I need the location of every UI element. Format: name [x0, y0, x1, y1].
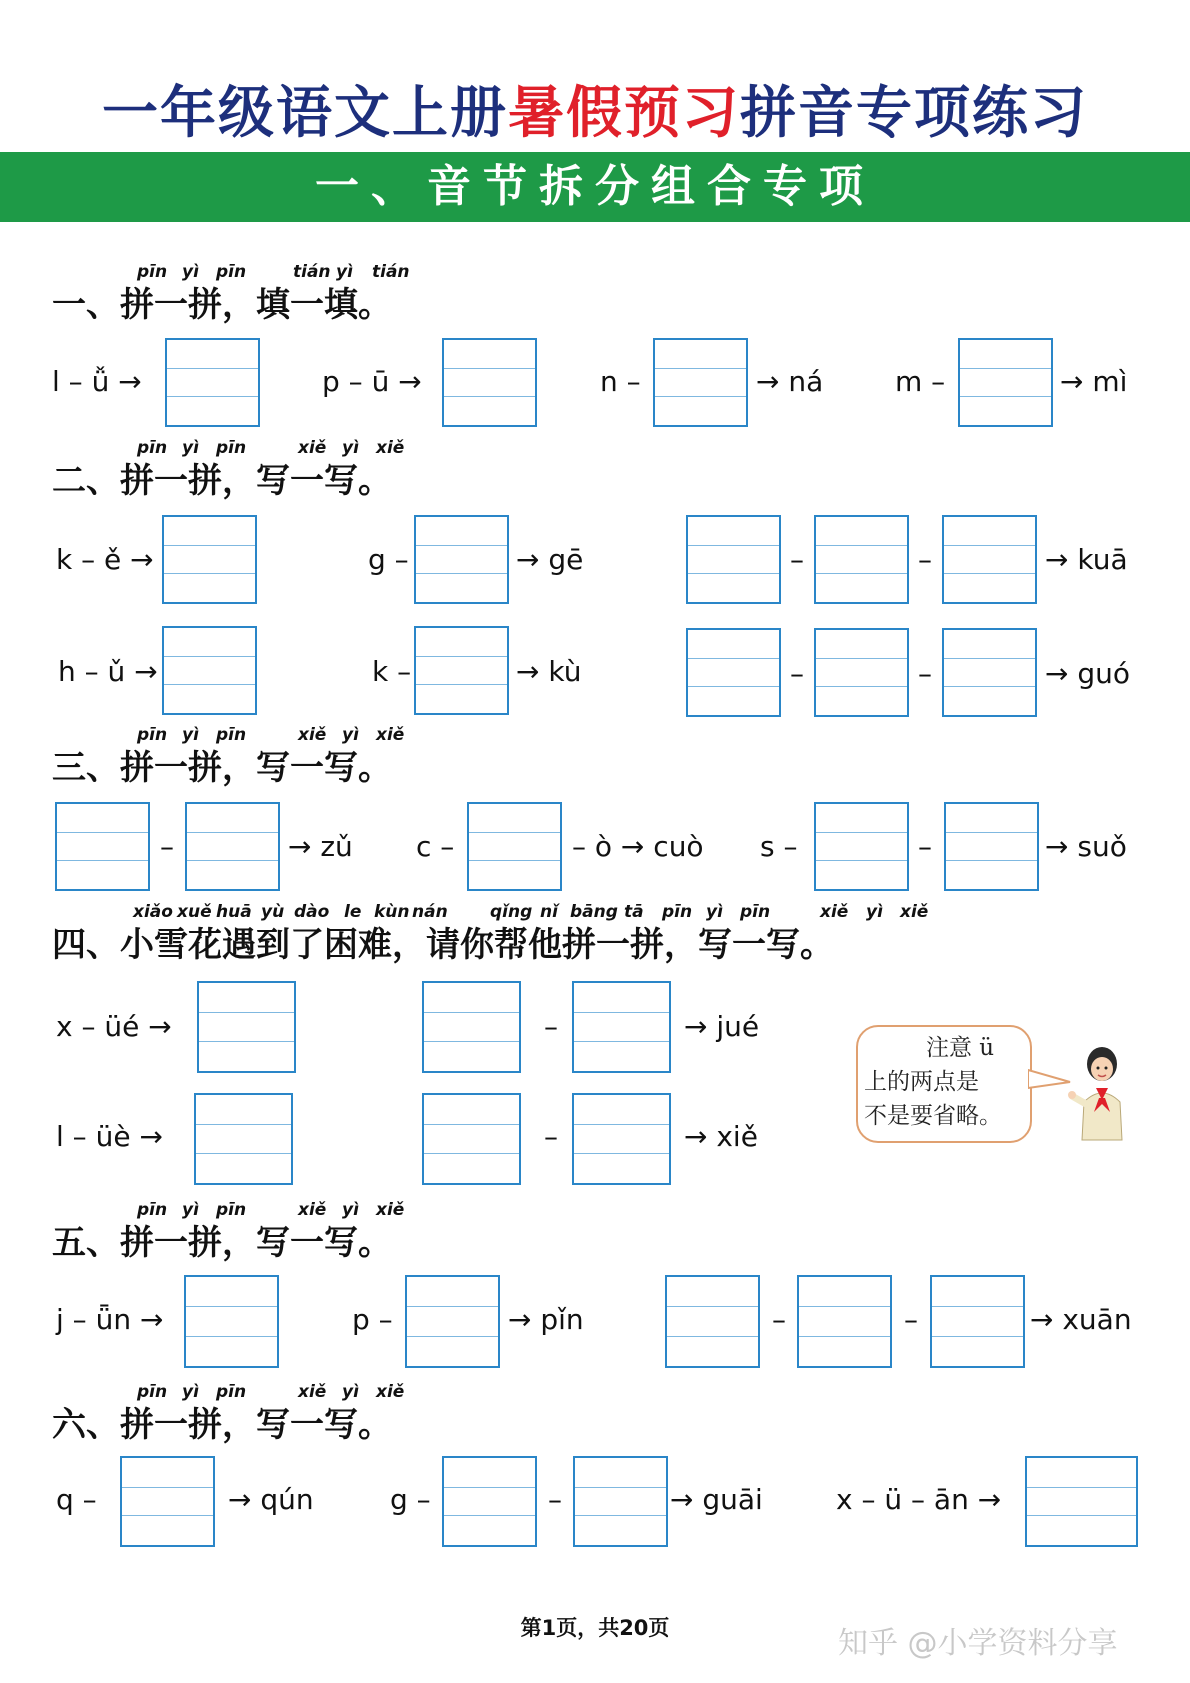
pinyin-annotation: xiě	[298, 725, 327, 745]
answer-box[interactable]	[573, 1456, 668, 1547]
pinyin-annotation: xiě	[298, 438, 327, 458]
exercise-label: q –	[56, 1483, 97, 1516]
exercise-label: n –	[600, 365, 641, 398]
exercise-label: → jué	[684, 1010, 760, 1043]
watermark: 知乎 @小学资料分享	[838, 1626, 1118, 1661]
pinyin-annotation: tián	[293, 262, 331, 282]
answer-box[interactable]	[572, 981, 671, 1073]
pinyin-annotation: qǐng	[490, 902, 533, 922]
pinyin-annotation: tā	[624, 902, 644, 922]
pinyin-annotation: yì	[342, 438, 359, 458]
exercise-label: –	[904, 1303, 918, 1336]
pinyin-annotation: tián	[372, 262, 410, 282]
exercise-label: g –	[368, 543, 409, 576]
pinyin-annotation: xuě	[177, 902, 212, 922]
pinyin-annotation: yì	[342, 1200, 359, 1220]
pinyin-annotation: xiě	[298, 1382, 327, 1402]
pinyin-annotation: yì	[182, 725, 199, 745]
exercise-label: → guó	[1045, 657, 1131, 690]
pinyin-annotation: pīn	[216, 725, 247, 745]
title-part-1: 一年级语文上册	[102, 80, 508, 146]
exercise-label: h – ǔ →	[58, 655, 158, 688]
exercise-label: → qún	[228, 1483, 314, 1516]
bubble-line-3: 不是要省略。	[864, 1103, 1002, 1129]
pinyin-annotation: xiě	[820, 902, 849, 922]
pinyin-annotation: pīn	[662, 902, 693, 922]
title-part-3: 拼音专项练习	[740, 80, 1088, 146]
pinyin-annotation: bāng	[570, 902, 618, 922]
answer-box[interactable]	[814, 515, 909, 604]
pinyin-annotation: yì	[342, 725, 359, 745]
exercise-label: → pǐn	[508, 1303, 584, 1336]
exercise-label: → suǒ	[1045, 830, 1127, 863]
section-heading-5: 五、拼一拼，写一写。	[52, 1223, 392, 1263]
answer-box[interactable]	[162, 515, 257, 604]
page-number: 第1页，共20页	[520, 1616, 670, 1640]
pinyin-annotation: yì	[706, 902, 723, 922]
answer-box[interactable]	[942, 515, 1037, 604]
exercise-label: –	[544, 1010, 558, 1043]
bubble-line-1: 注意 ü	[926, 1035, 995, 1061]
pinyin-annotation: pīn	[740, 902, 771, 922]
pinyin-annotation: yì	[182, 1382, 199, 1402]
pinyin-annotation: pīn	[137, 1200, 168, 1220]
exercise-label: g –	[390, 1483, 431, 1516]
answer-box[interactable]	[686, 628, 781, 717]
exercise-label: –	[918, 543, 932, 576]
pinyin-annotation: pīn	[137, 1382, 168, 1402]
exercise-label: –	[548, 1483, 562, 1516]
pinyin-annotation: pīn	[216, 438, 247, 458]
bubble-line-2: 上的两点是	[864, 1069, 979, 1095]
answer-box[interactable]	[184, 1275, 279, 1368]
pinyin-annotation: nán	[412, 902, 448, 922]
exercise-label: –	[918, 657, 932, 690]
pinyin-annotation: huā	[216, 902, 252, 922]
answer-box[interactable]	[814, 802, 909, 891]
title-part-2: 暑假预习	[508, 80, 740, 146]
pinyin-annotation: pīn	[137, 438, 168, 458]
exercise-label: → ná	[756, 365, 824, 398]
pinyin-annotation: le	[344, 902, 362, 922]
exercise-label: k –	[372, 655, 412, 688]
answer-box[interactable]	[958, 338, 1053, 427]
exercise-label: c –	[416, 830, 455, 863]
pinyin-annotation: pīn	[137, 262, 168, 282]
pinyin-annotation: xiě	[376, 438, 405, 458]
answer-box[interactable]	[55, 802, 150, 891]
answer-box[interactable]	[665, 1275, 760, 1368]
exercise-label: –	[772, 1303, 786, 1336]
pinyin-annotation: yì	[182, 438, 199, 458]
exercise-label: –	[160, 830, 174, 863]
pinyin-annotation: yì	[866, 902, 883, 922]
exercise-label: –	[790, 543, 804, 576]
answer-box[interactable]	[797, 1275, 892, 1368]
pinyin-annotation: yì	[342, 1382, 359, 1402]
section-heading-6: 六、拼一拼，写一写。	[52, 1405, 392, 1445]
exercise-label: l – üè →	[56, 1120, 163, 1153]
answer-box[interactable]	[165, 338, 260, 427]
exercise-label: → xiě	[684, 1120, 758, 1153]
answer-box[interactable]	[814, 628, 909, 717]
exercise-label: –	[790, 657, 804, 690]
pinyin-annotation: xiě	[298, 1200, 327, 1220]
answer-box[interactable]	[197, 981, 296, 1073]
answer-box[interactable]	[467, 802, 562, 891]
exercise-label: → guāi	[670, 1483, 763, 1516]
exercise-label: p –	[352, 1303, 393, 1336]
pinyin-annotation: yù	[261, 902, 285, 922]
pinyin-annotation: nǐ	[540, 902, 558, 922]
pinyin-annotation: xiě	[376, 1200, 405, 1220]
exercise-label: → gē	[516, 543, 584, 576]
answer-box[interactable]	[422, 1093, 521, 1185]
pinyin-annotation: kùn	[374, 902, 410, 922]
answer-box[interactable]	[120, 1456, 215, 1547]
section-heading-2: 二、拼一拼，写一写。	[52, 461, 392, 501]
exercise-label: x – üé →	[56, 1010, 172, 1043]
answer-box[interactable]	[442, 338, 537, 427]
section-heading-3: 三、拼一拼，写一写。	[52, 748, 392, 788]
answer-box[interactable]	[414, 515, 509, 604]
exercise-label: → xuān	[1030, 1303, 1132, 1336]
page-title	[0, 78, 1190, 148]
pinyin-annotation: yì	[182, 262, 199, 282]
exercise-label: → kù	[516, 655, 582, 688]
answer-box[interactable]	[686, 515, 781, 604]
pinyin-annotation: yì	[336, 262, 353, 282]
pinyin-annotation: pīn	[216, 1200, 247, 1220]
pinyin-annotation: xiě	[376, 725, 405, 745]
pinyin-annotation: xiǎo	[133, 902, 173, 922]
section-heading-4: 四、小雪花遇到了困难，请你帮他拼一拼，写一写。	[52, 925, 834, 965]
answer-box[interactable]	[405, 1275, 500, 1368]
exercise-label: k – ě →	[56, 543, 154, 576]
answer-box[interactable]	[572, 1093, 671, 1185]
section-heading-1: 一、拼一拼，填一填。	[52, 285, 392, 325]
answer-box[interactable]	[185, 802, 280, 891]
answer-box[interactable]	[194, 1093, 293, 1185]
pinyin-annotation: xiě	[376, 1382, 405, 1402]
pinyin-annotation: pīn	[137, 725, 168, 745]
pinyin-annotation: xiě	[900, 902, 929, 922]
pinyin-annotation: yì	[182, 1200, 199, 1220]
answer-box[interactable]	[1025, 1456, 1138, 1547]
answer-box[interactable]	[414, 626, 509, 715]
exercise-label: – ò → cuò	[572, 830, 704, 863]
answer-box[interactable]	[422, 981, 521, 1073]
answer-box[interactable]	[162, 626, 257, 715]
bubble-tail	[1028, 1064, 1072, 1094]
pinyin-annotation: pīn	[216, 1382, 247, 1402]
exercise-label: p – ū →	[322, 365, 422, 398]
student-illustration	[1068, 1044, 1134, 1144]
answer-box[interactable]	[942, 628, 1037, 717]
exercise-label: → zǔ	[288, 830, 353, 863]
exercise-label: s –	[760, 830, 798, 863]
exercise-label: x – ü – ān →	[836, 1483, 1002, 1516]
section-banner-text: 一、音节拆分组合专项	[315, 161, 875, 212]
pinyin-annotation: pīn	[216, 262, 247, 282]
exercise-label: → mì	[1060, 365, 1128, 398]
answer-box[interactable]	[930, 1275, 1025, 1368]
pinyin-annotation: dào	[294, 902, 330, 922]
answer-box[interactable]	[944, 802, 1039, 891]
exercise-label: → kuā	[1045, 543, 1128, 576]
exercise-label: –	[918, 830, 932, 863]
exercise-label: j – ǖn →	[56, 1303, 164, 1336]
answer-box[interactable]	[653, 338, 748, 427]
answer-box[interactable]	[442, 1456, 537, 1547]
exercise-label: l – ǚ →	[52, 365, 142, 398]
exercise-label: –	[544, 1120, 558, 1153]
exercise-label: m –	[895, 365, 946, 398]
